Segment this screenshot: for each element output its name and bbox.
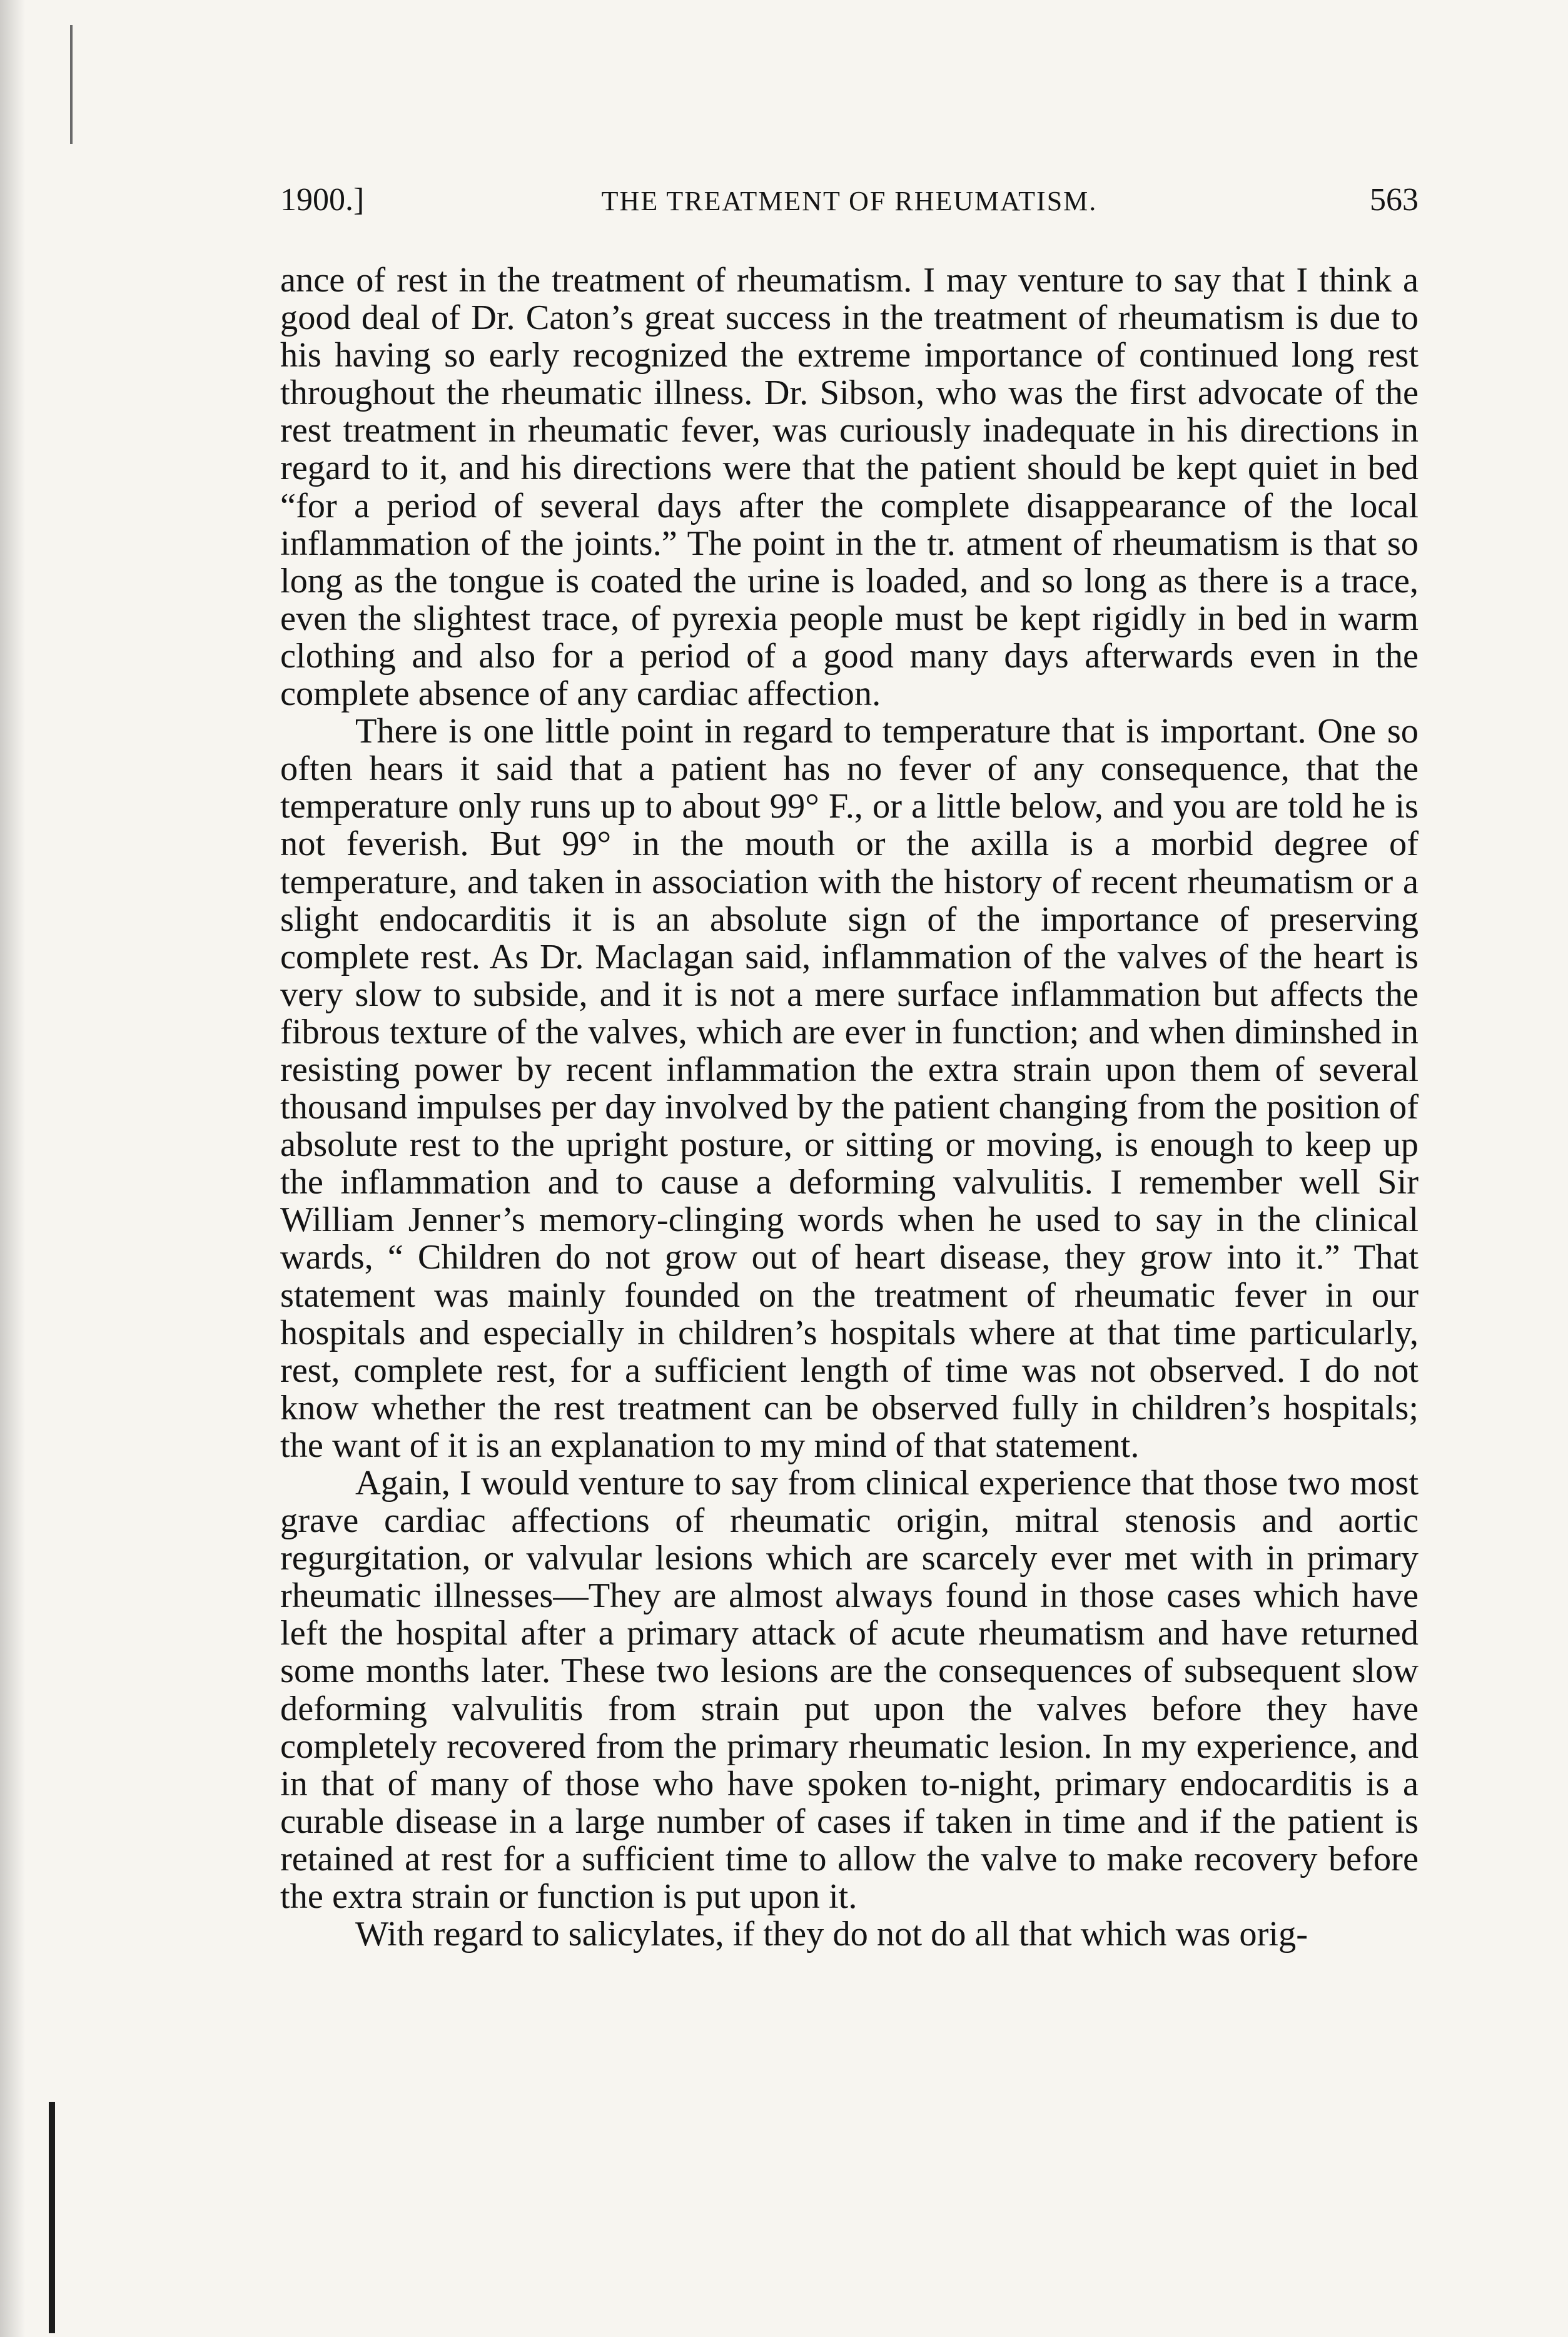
- page-number: 563: [1370, 182, 1419, 218]
- article-body: [280, 261, 1419, 1953]
- running-title: THE TREATMENT OF RHEUMATISM.: [601, 186, 1098, 216]
- paragraph: With regard to salicylates, if they do not do all that which was orig-: [355, 1915, 1308, 1954]
- binding-mark: [70, 25, 73, 144]
- page-header: [280, 181, 1419, 231]
- binding-mark: [49, 2102, 55, 2333]
- paragraph: ance of rest in the treatment of rheumatism. I may venture to say that I think a good deal of Dr. Caton’s great success in the treatment of rheumatism is due to his having so early recognized the extreme importance of continued long rest throughout the rheumatic illness. Dr. Sibson, who was the first advocate of the rest treatment in rheumatic fever, was curiously inadequate in his directions in regard to it, and his directions were that the patient should be kept quiet in bed “for a period of several days after the complete disappearance of the local inflammation of the joints.” The point in the tr. atment of rheumatism is that so long as the tongue is coated the urine is loaded, and so long as there is a trace, even the slightest trace, of pyrexia people must be kept rigidly in bed in warm clothing and also for a period of a good many days afterwards even in the complete absence of any cardiac affection.: [280, 261, 1419, 714]
- paragraph: There is one little point in regard to temperature that is important. One so often hears it said that a patient has no fever of any consequence, that the temperature only runs up to about 99° F., or a little below, and you are told he is not feverish. But 99° in the mouth or the axilla is a morbid degree of temperature, and taken in association with the history of recent rheumatism or a slight endocarditis it is an absolute sign of the importance of preserving complete rest. As Dr. Maclagan said, inflammation of the valves of the heart is very slow to subside, and it is not a mere surface inflammation but affects the fibrous texture of the valves, which are ever in function; and when diminshed in resisting power by recent inflammation the extra strain upon them of several thousand impulses per day involved by the patient changing from the position of absolute rest to the upright posture, or sitting or moving, is enough to keep up the inflammation and to cause a deforming valvulitis. I remember well Sir William Jenner’s memory-clinging words when he used to say in the clinical wards, “ Children do not grow out of heart disease, they grow into it.” That statement was mainly founded on the treatment of rheumatic fever in our hospitals and especially in children’s hospitals where at that time particularly, rest, complete rest, for a sufficient length of time was not observed. I do not know whether the rest treatment can be observed fully in children’s hospitals; the want of it is an explanation to my mind of that statement.: [280, 712, 1419, 1465]
- paragraph: Again, I would venture to say from clinical experience that those two most grave cardiac affections of rheumatic origin, mitral stenosis and aortic regurgitation, or valvular lesions which are scarcely ever met with in primary rheumatic illnesses—They are almost always found in those cases which have left the hospital after a primary attack of acute rheumatism and have returned some months later. These two lesions are the consequences of subsequent slow deforming valvulitis from strain put upon the valves before they have completely recovered from the primary rheumatic lesion. In my experience, and in that of many of those who have spoken to-night, primary endocarditis is a curable disease in a large number of cases if taken in time and if the patient is retained at rest for a sufficient time to allow the valve to make recovery before the extra strain or function is put upon it.: [280, 1464, 1419, 1917]
- header-year: 1900.]: [280, 182, 365, 218]
- binding-shadow: [0, 0, 25, 2337]
